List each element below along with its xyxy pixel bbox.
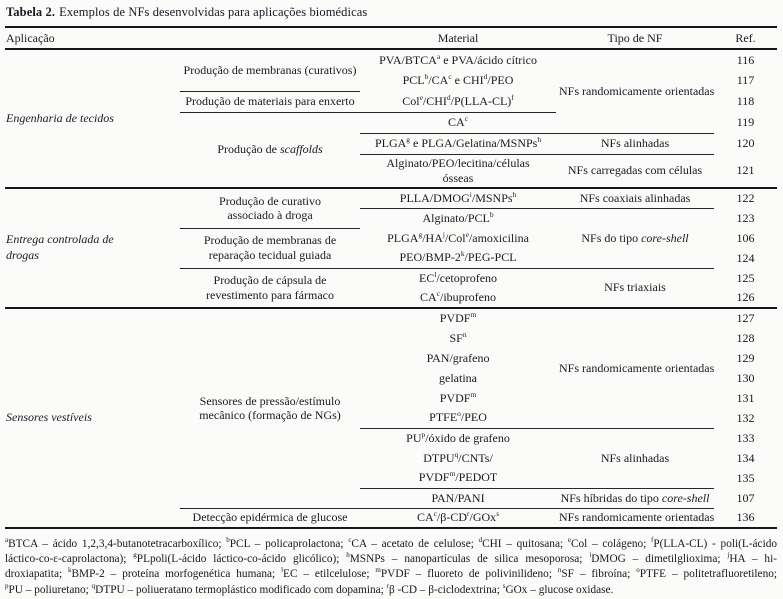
ref-cell: 132 [736, 410, 755, 425]
ref-cell: 117 [736, 73, 755, 88]
col-header-aplicacao: Aplicação [5, 27, 360, 49]
table-row [5, 308, 777, 328]
group-sensores-vestiveis [5, 308, 777, 528]
material-cell: $CA^c$/ibuprofeno [360, 288, 556, 308]
material-cell: $Col^e/CHI^d/P(LLA-CL)^f$ [360, 91, 556, 112]
ref-cell: 130 [736, 370, 755, 385]
application-cell: Engenharia de tecidos [5, 49, 180, 188]
ref-cell: 106 [736, 230, 755, 245]
ref-cell: 126 [714, 288, 777, 308]
nf-type-cell: NFs carregadas com células [556, 154, 714, 188]
material-cell: PLLA/DMOG$^i$/MSNPs$^h$ [360, 188, 556, 208]
material-cell: Alginato/PEO/lecitina/células ósseas [360, 154, 556, 188]
material-cell: PLGA$^g$ e PLGA/Gelatina/MSNPs$^h$ [360, 133, 556, 154]
footnote-line: láctico-co-ε-caprolactona); $^g$PLpoli(L-ácido láctico-co-ácido glicólico); $^h$MSNPs – nanopartículas de silica mesoporosa; $^i$DMOG – dimetilglioxima; $^j$HA – hi- [5, 551, 777, 566]
ref-cell: 119 [736, 115, 755, 130]
nf-type-cell: NFs randomicamente orientadas [556, 508, 714, 528]
ref-cell: 118 [736, 94, 755, 109]
material-cell: $PLGA^g/HA^j/Col^e$/amoxicilina [387, 229, 529, 245]
nf-type-cell: NFs randomicamente orientadas [556, 49, 714, 133]
ref-cell: 122 [736, 191, 755, 206]
application-cell: Entrega controlada de drogas [5, 188, 180, 308]
ref-cell: 127 [736, 311, 755, 326]
nf-type-cell: NFs triaxiais [556, 268, 714, 308]
material-cell: $PU^p$/óxido de grafeno [406, 429, 510, 445]
material-cell: PVDF$^m$ [439, 310, 477, 326]
col-header-material: Material [360, 27, 556, 49]
material-cell: $SF^n$ [449, 329, 467, 345]
group-entrega-controlada-de-drogas [5, 188, 777, 308]
material-cell: PEO/BMP-2$^k$/PEG-PCL [360, 248, 556, 268]
ref-cell: 121 [714, 154, 777, 188]
group-engenharia-de-tecidos [5, 49, 777, 188]
table-caption-text: Exemplos de NFs desenvolvidas para aplicações biomédicas [59, 5, 368, 19]
ref-cell: 129 [736, 350, 755, 365]
table-row [5, 188, 777, 208]
material-cell: $PCL^b/CA^c$ e CHI$^d$/PEO [402, 72, 514, 88]
ref-cell: 123 [736, 210, 755, 225]
sub-application-cell: Produção de membranas de reparação tecidual guiada [180, 228, 360, 268]
ref-cell: 133 [736, 430, 755, 445]
ref-cell: 136 [714, 508, 777, 528]
application-cell: Sensores vestíveis [5, 308, 180, 528]
nf-type-cell: NFs do tipo core-shell [556, 208, 714, 268]
sub-application-cell: Produção de membranas (curativos) [180, 49, 360, 91]
material-cell: PVDF$^m$ [439, 389, 477, 405]
table-caption-label: Tabela 2. [6, 5, 56, 19]
ref-cell: 116 [736, 52, 755, 67]
col-header-tipo-nf: Tipo de NF [556, 27, 714, 49]
table-row [5, 49, 777, 70]
ref-cell: 134 [736, 450, 755, 465]
nf-type-cell: NFs alinhadas [556, 428, 714, 488]
sub-application-cell: Produção de scaffolds [180, 112, 360, 188]
material-cell: Alginato/PCL$^b$ [422, 209, 494, 225]
ref-cell: 107 [736, 490, 755, 505]
material-cell: PVDF$^m$/PEDOT [360, 468, 556, 488]
sub-application-cell: Produção de cápsula de revestimento para fármaco [180, 268, 360, 308]
ref-cell: 131 [736, 390, 755, 405]
nf-type-cell: NFs alinhadas [556, 133, 714, 154]
ref-cell: 124 [736, 250, 755, 265]
sub-application-cell: Produção de materiais para enxerto [180, 91, 360, 112]
ref-cell: 135 [736, 470, 755, 485]
footnote-line: $^p$PU – poliuretano; $^q$DTPU – poliueratano termoplástico modificado com dopamina; $^r$β -CD – β-ciclodextrina; $^s$GOx – glucose oxidase. [5, 581, 614, 596]
table-caption [6, 5, 777, 20]
ref-cell: 120 [736, 136, 755, 151]
sub-application-cell: Detecção epidérmica de glucose [180, 508, 360, 528]
table-header-row [5, 27, 777, 49]
nf-type-cell: NFs randomicamente orientadas [556, 308, 714, 428]
ref-cell: 125 [736, 270, 755, 285]
col-header-ref: Ref. [714, 27, 777, 49]
material-cell: PVA/BTCA$^a$ e PVA/ácido cítrico [379, 51, 537, 67]
material-cell: DTPU$^q$/CNTs/ [423, 449, 493, 465]
sub-application-cell: Produção de curativo associado à droga [180, 188, 360, 228]
material-cell: gelatina [439, 370, 477, 385]
ref-cell: 128 [736, 330, 755, 345]
material-cell: PAN/grafeno [426, 350, 490, 365]
material-cell: $EC^l$/cetoprofeno [418, 269, 498, 285]
footnote-line: droxiapatita; $^k$BMP-2 – proteína morfogenética humana; $^l$EC – etilcelulose; $^m$PVDF – fluoreto de polivinilideno; $^n$SF – fibroína; $^o$PTFE – politetrafluoretileno; [5, 566, 778, 581]
table-footnotes [5, 537, 777, 598]
material-cell: $CA^c$ [360, 112, 556, 133]
material-cell: $CA^c/\beta-CD^r/GOx^s$ [360, 508, 556, 528]
material-cell: PAN/PANI [360, 488, 556, 508]
nf-type-cell: NFs híbridas do tipo core-shell [556, 488, 714, 508]
material-cell: PTFE$^o$/PEO [360, 408, 556, 428]
sub-application-cell: Sensores de pressão/estímulo mecânico (formação de NGs) [180, 308, 360, 508]
nf-type-cell: NFs coaxiais alinhadas [556, 188, 714, 208]
biomedical-nf-table [5, 26, 777, 529]
footnote-line: $^a$BTCA – ácido 1,2,3,4-butanotetracarboxílico; $^b$PCL – policaprolactona; $^c$CA – acetato de celulose; $^d$CHI – quitosana; $^e$Col – colágeno; $^f$P(LLA-CL) - poli(L-ácido [5, 536, 778, 550]
